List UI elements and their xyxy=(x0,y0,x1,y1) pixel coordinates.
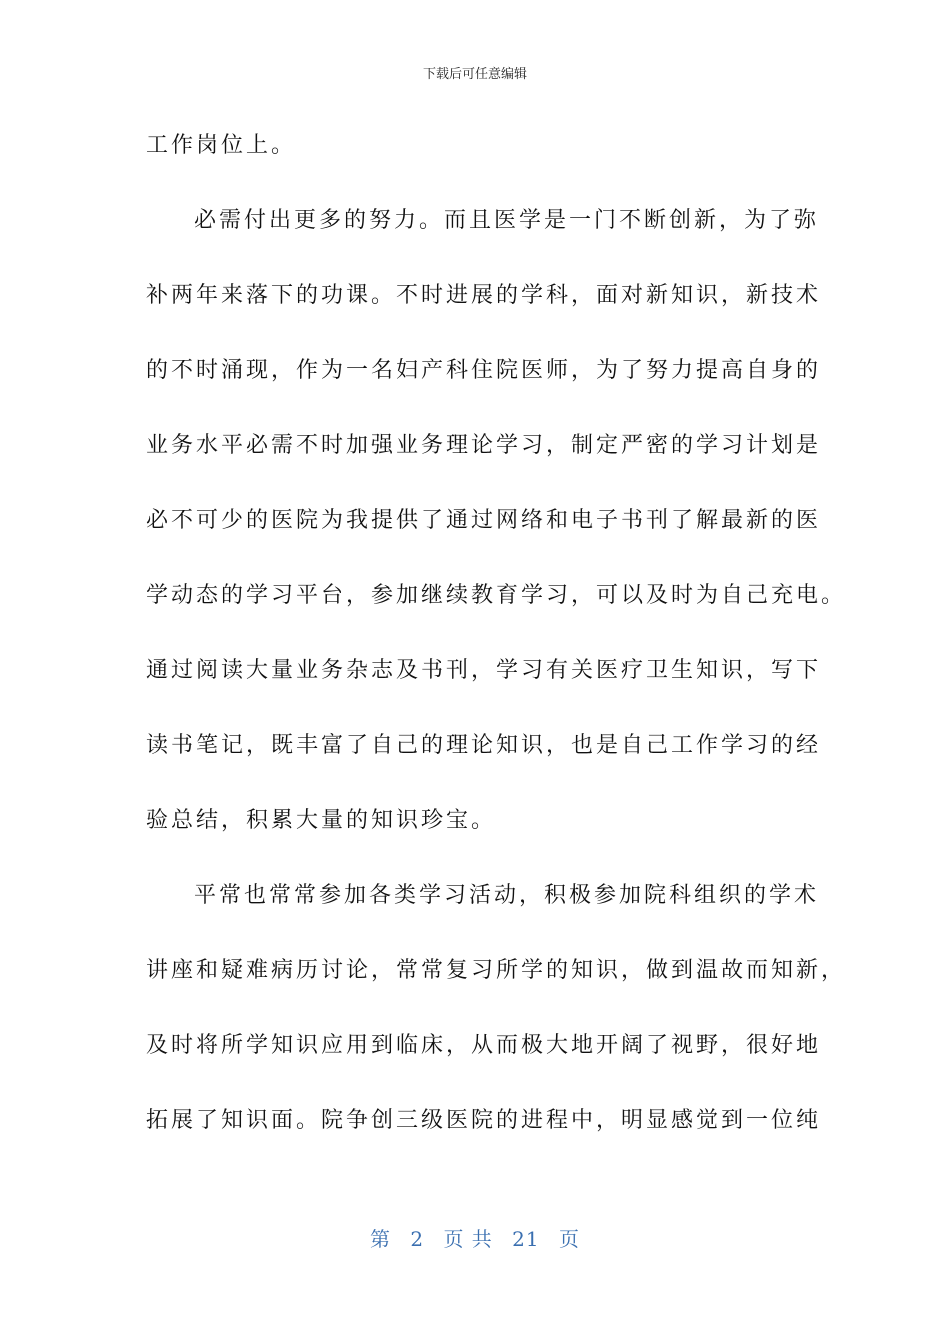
footer-prefix: 第 xyxy=(370,1227,391,1251)
text-line: 及时将所学知识应用到临床，从而极大地开阔了视野，很好地 xyxy=(146,1033,822,1058)
text-line: 读书笔记，既丰富了自己的理论知识，也是自己工作学习的经 xyxy=(146,733,822,758)
footer-suffix: 页 xyxy=(558,1227,580,1251)
text-line: 补两年来落下的功课。不时进展的学科，面对新知识，新技术 xyxy=(146,283,822,308)
current-page-number: 2 xyxy=(410,1227,425,1251)
text-line: 学动态的学习平台，参加继续教育学习，可以及时为自己充电。 xyxy=(146,583,847,608)
paragraph-start-line: 平常也常常参加各类学习活动，积极参加院科组织的学术 xyxy=(194,883,820,908)
text-line: 工作岗位上。 xyxy=(146,133,297,158)
page-number-footer xyxy=(0,1226,950,1252)
text-line: 讲座和疑难病历讨论，常常复习所学的知识，做到温故而知新， xyxy=(146,958,847,983)
document-body xyxy=(146,116,847,1166)
footer-middle: 页 共 xyxy=(443,1227,493,1251)
text-line: 通过阅读大量业务杂志及书刊，学习有关医疗卫生知识，写下 xyxy=(146,658,822,683)
text-line: 拓展了知识面。院争创三级医院的进程中，明显感觉到一位纯 xyxy=(146,1108,822,1133)
total-page-count: 21 xyxy=(512,1227,540,1251)
page-header: 下载后可任意编辑 xyxy=(422,67,527,82)
text-line: 验总结，积累大量的知识珍宝。 xyxy=(146,808,497,833)
text-line: 必不可少的医院为我提供了通过网络和电子书刊了解最新的医 xyxy=(146,508,822,533)
paragraph-start-line: 必需付出更多的努力。而且医学是一门不断创新，为了弥 xyxy=(194,208,820,233)
text-line: 业务水平必需不时加强业务理论学习，制定严密的学习计划是 xyxy=(146,433,822,458)
text-line: 的不时涌现，作为一名妇产科住院医师，为了努力提高自身的 xyxy=(146,358,822,383)
